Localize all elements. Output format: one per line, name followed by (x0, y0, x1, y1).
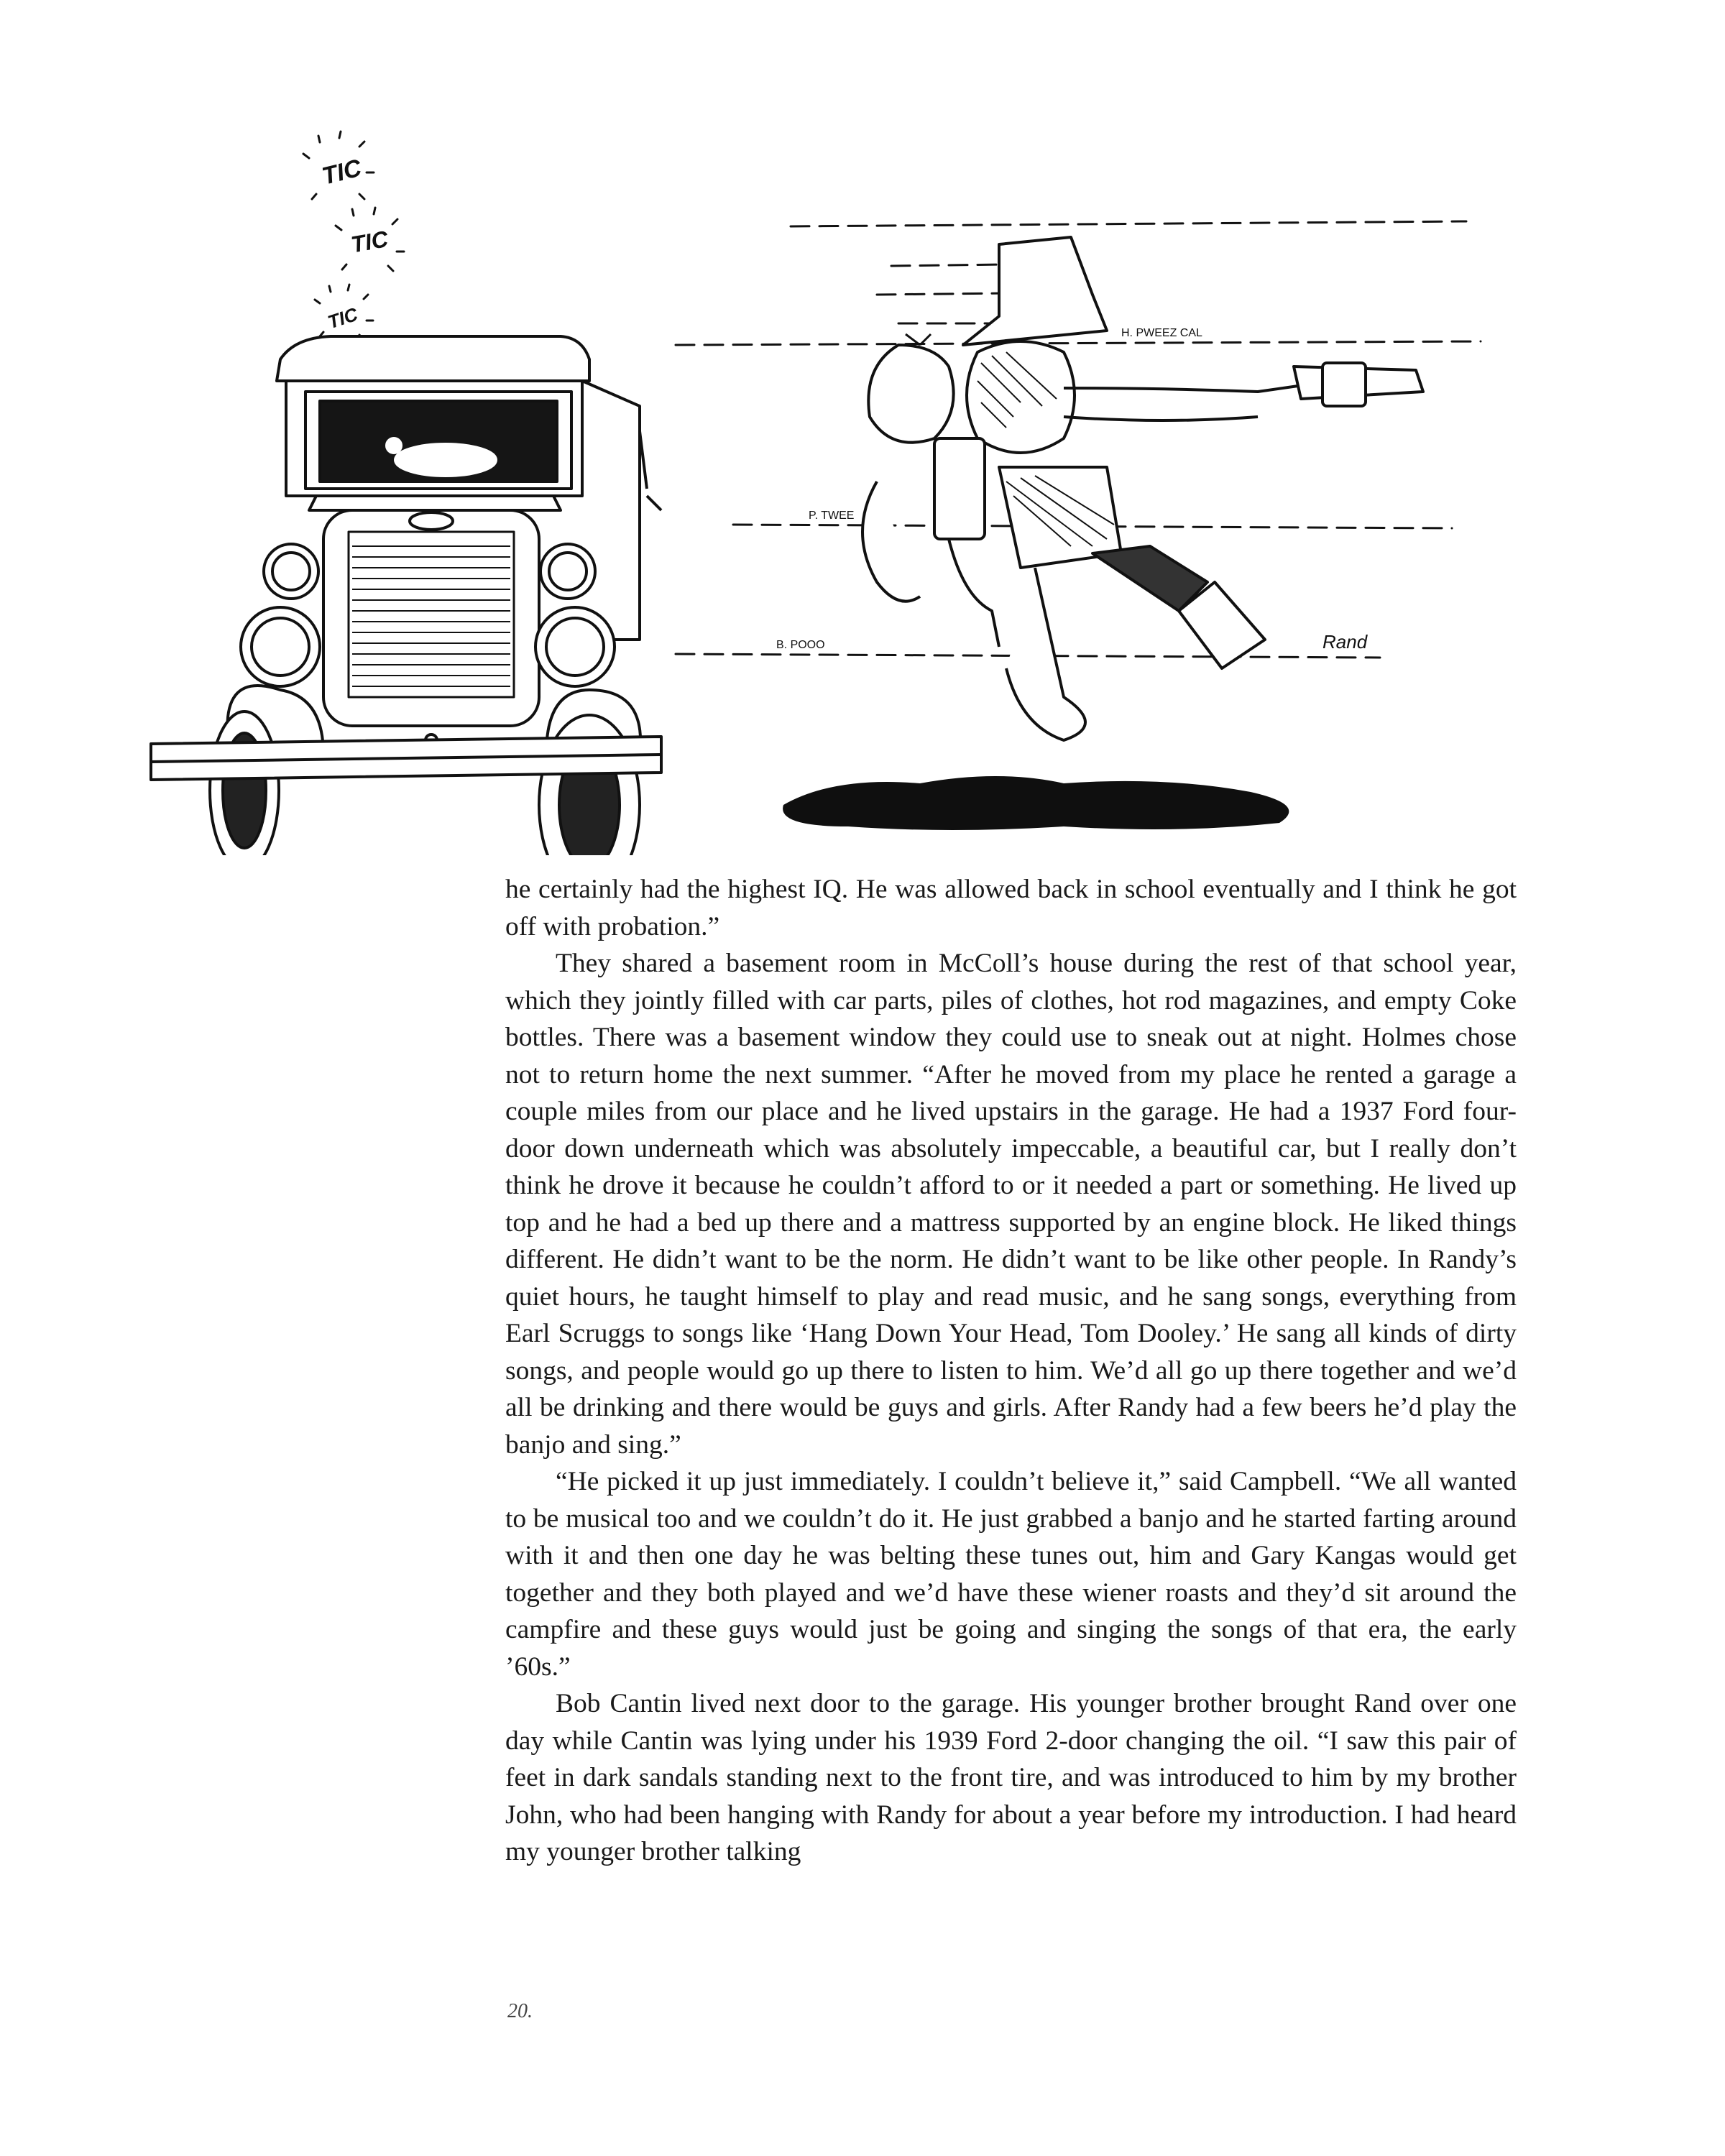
tic-text-2: TIC (349, 226, 390, 258)
tic-text-3: TIC (325, 303, 361, 333)
ground-shadow (783, 776, 1289, 830)
paragraph-2: They shared a basement room in McColl’s house during the rest of that school year, which they jointly filled with car parts, piles of clothes, hot rod magazines, and empty Coke bottles. There was a basement window they could use to sneak out at night. Holmes chose not to return home the next summer. “After he moved from my place he rented a garage a couple miles from our place and he lived upstairs in the garage. He had a 1937 Ford four-door down underneath which was absolutely impeccable, a beautiful car, but I really don’t think he drove it because he couldn’t afford to or it needed a part or something. He lived up top and he had a bed up there and a mattress supported by an engine block. He liked things different. He didn’t want to be the norm. He didn’t want to be like other people. In Randy’s quiet hours, he taught himself to play and read music, and he sang songs, everything from Earl Scruggs to songs like ‘Hang Down Your Head, Tom Dooley.’ He sang all kinds of dirty songs, and people would go up there to listen to him. We’d all go up there together and we’d all be drinking and there would be guys and girls. After Randy had a few beers he’d play the banjo and sing.” (505, 949, 1517, 1460)
paragraph-1: he certainly had the highest IQ. He was allowed back in school eventually and I think he got off with probation.” (505, 875, 1517, 941)
tic-text-1: TIC (319, 154, 364, 190)
outlaw-figure (862, 237, 1423, 740)
speed-label-1: H. PWEEZ CAL (1121, 327, 1202, 339)
tic-sound-effects (303, 132, 404, 339)
outlaw-illustration (661, 208, 1517, 841)
speed-label-2: P. TWEE (809, 510, 855, 522)
artist-signature: Rand (1322, 631, 1368, 653)
body-text (505, 871, 1517, 1871)
speed-label-3: B. POOO (776, 639, 825, 651)
car-body (151, 336, 661, 855)
page-number: 20. (507, 2000, 533, 2022)
car-illustration (144, 122, 690, 855)
paragraph-3: “He picked it up just immediately. I couldn’t believe it,” said Campbell. “We all wanted to be musical too and we couldn’t do it. He just grabbed a banjo and he started farting around with it and then one day he was belting these tunes out, him and Gary Kangas would get together and they both played and we’d have these wiener roasts and they’d sit around the campfire and these guys would just be going and singing the songs of that era, the early ’60s.” (505, 1467, 1517, 1682)
paragraph-4: Bob Cantin lived next door to the garage. His younger brother brought Rand over one day while Cantin was lying under his 1939 Ford 2-door changing the oil. “I saw this pair of feet in dark sandals standing next to the front tire, and was introduced to him by my brother John, who had been hanging with Randy for about a year before my introduction. I had heard my younger brother talking (505, 1689, 1517, 1866)
